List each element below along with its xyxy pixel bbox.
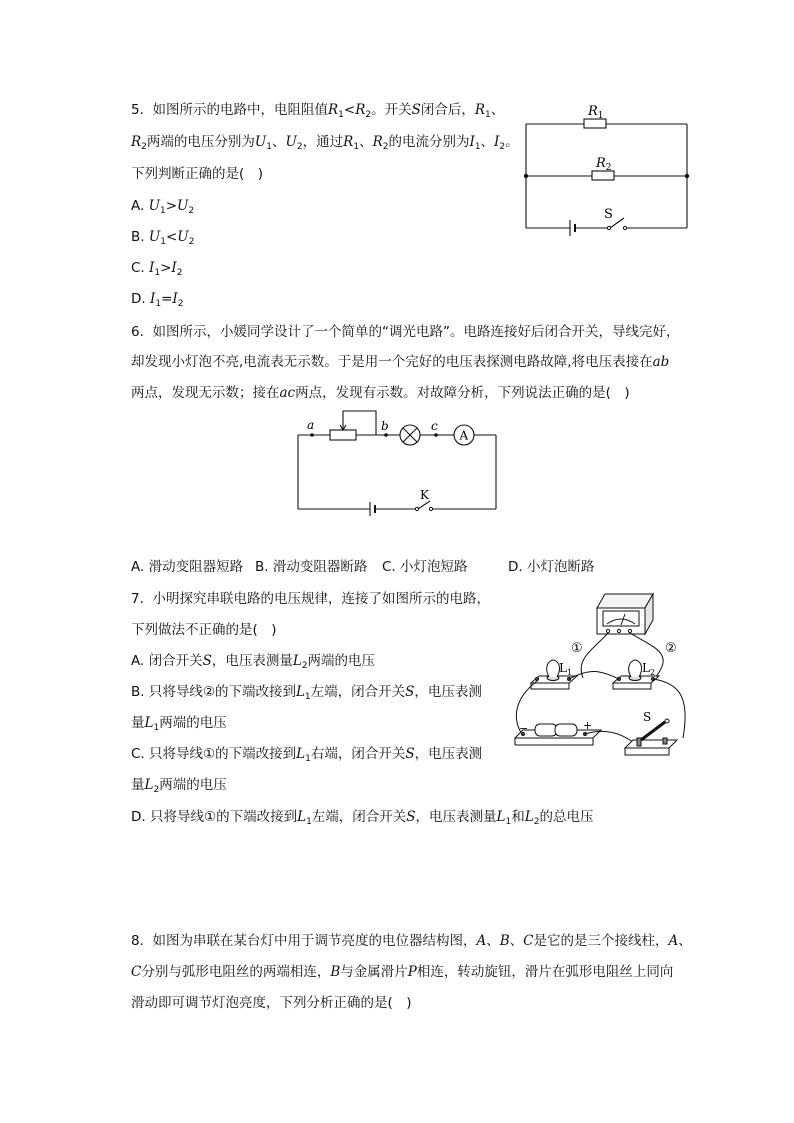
- q5-label-r2: $R_2$: [596, 156, 612, 173]
- q7-option-b[interactable]: B. 只将导线②的下端改接到$L_1$左端，闭合开关S，电压表测: [131, 684, 482, 702]
- q7-label-wire-2: ②: [665, 641, 677, 656]
- q7-voltmeter: [597, 594, 653, 634]
- q5-circuit-diagram: [520, 100, 695, 235]
- q6-option-c[interactable]: C. 小灯泡短路: [382, 559, 468, 575]
- q7-label-minus: −: [519, 722, 529, 735]
- q6-option-d[interactable]: D. 小灯泡断路: [508, 559, 595, 575]
- q7-line2: 下列做法不正确的是( ): [131, 622, 277, 638]
- q6-label-a: a: [307, 418, 315, 432]
- q7-option-b-cont: 量$L_1$两端的电压: [131, 715, 227, 733]
- q5-line1: 5. 如图所示的电路中，电阻阻值$R_1<R_2$。开关S闭合后，$R_1$、: [131, 102, 505, 120]
- q7-option-c[interactable]: C. 只将导线①的下端改接到$L_1$右端，闭合开关S，电压表测: [131, 746, 483, 764]
- q5-option-a[interactable]: A. $U_1>U_2$: [131, 198, 195, 216]
- q5-line2: $R_2$两端的电压分别为$U_1$、$U_2$，通过$R_1$、$R_2$的电流分别为$I_1$、$I_2$。: [131, 134, 519, 152]
- q5-label-r1: $R_1$: [588, 104, 604, 121]
- q6-rheostat: [330, 430, 356, 440]
- q8-line3: 滑动即可调节灯泡亮度，下列分析正确的是( ): [131, 995, 412, 1011]
- q6-label-ammeter: A: [459, 428, 469, 443]
- q7-option-a[interactable]: A. 闭合开关S，电压表测量$L_2$两端的电压: [131, 653, 376, 671]
- q6-label-switch: K: [420, 488, 429, 502]
- q7-option-d[interactable]: D. 只将导线①的下端改接到$L_1$左端，闭合开关S，电压表测量$L_1$和$L_2$的总电压: [131, 809, 594, 827]
- q6-label-c: c: [431, 419, 438, 433]
- q7-circuit-illustration: [505, 588, 705, 763]
- q6-line3: 两点，发现无示数；接在ac两点，发现有示数。对故障分析，下列说法正确的是( ): [131, 385, 630, 401]
- q6-circuit-diagram: [290, 405, 505, 520]
- q7-option-c-cont: 量$L_2$两端的电压: [131, 777, 227, 795]
- q8-line2: C分别与弧形电阻丝的两端相连，B与金属滑片P相连，转动旋钮，滑片在弧形电阻丝上同向: [131, 964, 674, 980]
- q7-switch: [625, 719, 677, 755]
- q7-label-switch: S: [643, 710, 652, 724]
- q6-line2: 却发现小灯泡不亮,电流表无示数。于是用一个完好的电压表探测电路故障,将电压表接在ab: [131, 354, 670, 370]
- q8-line1: 8. 如图为串联在某台灯中用于调节亮度的电位器结构图，A、B、C是它的是三个接线柱，A、: [131, 933, 692, 949]
- q5-label-switch: S: [604, 207, 613, 222]
- q5-option-d[interactable]: D. $I_1=I_2$: [131, 291, 184, 309]
- q7-label-l1: $L_1$: [559, 661, 573, 677]
- q7-label-wire-1: ①: [571, 641, 583, 656]
- q7-label-l2: $L_2$: [642, 661, 656, 677]
- q6-line1: 6. 如图所示，小媛同学设计了一个简单的“调光电路”。电路连接好后闭合开关，导线完好，: [131, 324, 680, 340]
- q7-label-plus: +: [583, 719, 593, 732]
- q5-option-c[interactable]: C. $I_1>I_2$: [131, 260, 183, 278]
- q5-line3: 下列判断正确的是( ): [131, 166, 264, 182]
- q6-label-b: b: [381, 419, 389, 433]
- q7-line1: 7. 小明探究串联电路的电压规律，连接了如图所示的电路，: [131, 591, 490, 607]
- q5-option-b[interactable]: B. $U_1<U_2$: [131, 229, 195, 247]
- q6-option-b[interactable]: B. 滑动变阻器断路: [255, 559, 368, 575]
- q6-option-a[interactable]: A. 滑动变阻器短路: [131, 559, 244, 575]
